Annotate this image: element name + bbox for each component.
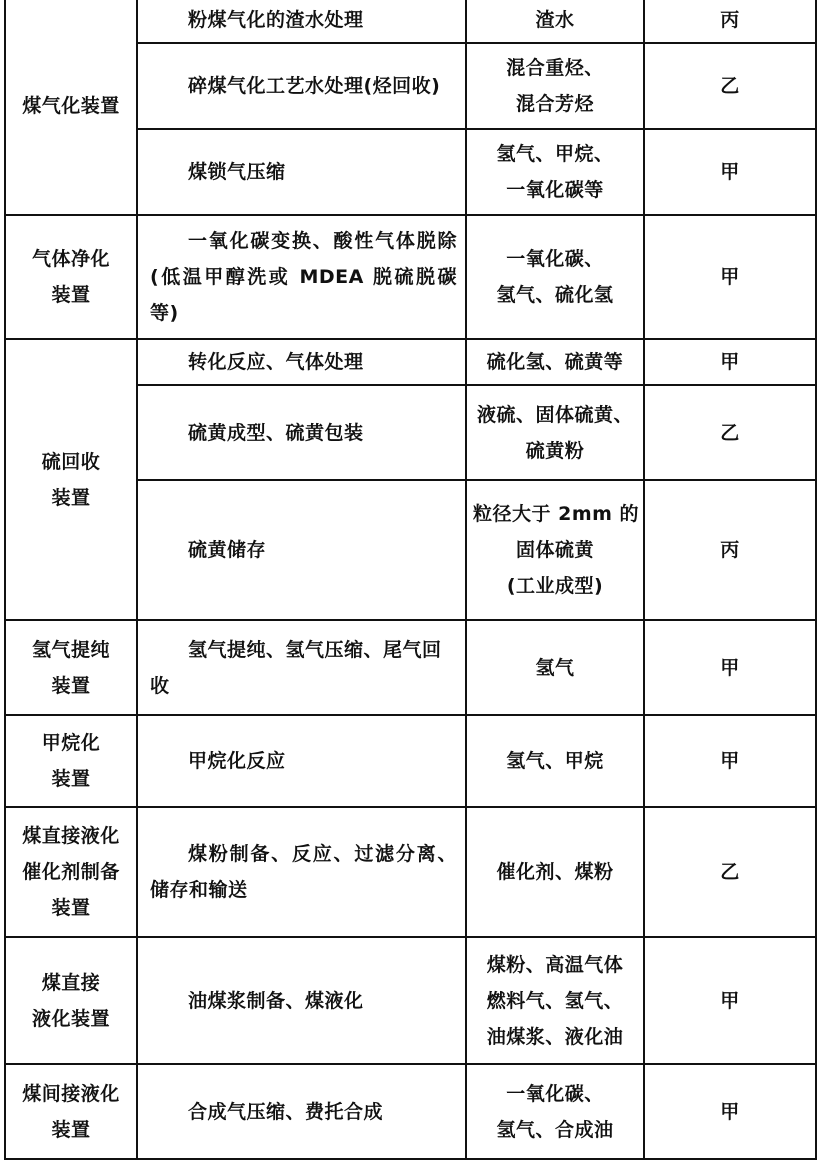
device-cell [5,1064,137,1159]
medium-line: 催化剂、煤粉 [496,861,614,883]
process-line: 一氧化碳变换、酸性气体脱除(低温甲醇洗或 MDEA 脱硫脱碳等) [150,230,457,324]
medium-cell [466,620,644,715]
process-line: 转化反应、气体处理 [188,351,364,373]
hazard-class-cell: 乙 [644,43,816,129]
process-cell [137,620,466,715]
process-line: 氢气提纯、氢气压缩、尾气回收 [150,638,442,697]
medium-line: 硫化氢、硫黄等 [486,351,624,373]
hazard-class-cell: 乙 [644,385,816,480]
process-line: 煤锁气压缩 [188,161,286,183]
hazard-class-cell: 甲 [644,1064,816,1159]
device-line: 煤间接液化 [22,1082,120,1105]
process-line: 硫黄成型、硫黄包装 [188,421,364,444]
table-row [5,0,816,43]
hazard-class-cell: 甲 [644,215,816,339]
device-cell [5,0,137,215]
medium-line: 氢气、硫化氢 [496,284,614,306]
device-line: 煤直接液化 [22,825,120,847]
process-line: 煤粉制备、反应、过滤分离、储存和输送 [150,843,457,901]
hazard-class-cell: 丙 [644,0,816,43]
medium-cell [466,480,644,620]
medium-line: 氢气 [535,656,575,679]
process-cell [137,480,466,620]
medium-line: 油煤浆、液化油 [486,1025,624,1048]
hazard-class-cell: 甲 [644,339,816,385]
table-row [5,1064,816,1159]
device-line: 装置 [51,768,91,790]
table-row [5,937,816,1064]
device-line: 氢气提纯 [31,638,110,661]
process-line: 粉煤气化的渣水处理 [188,9,364,31]
process-cell [137,0,466,43]
device-cell [5,715,137,807]
hazard-class-cell: 丙 [644,480,816,620]
device-cell [5,807,137,937]
medium-line: 煤粉、高温气体 [486,953,624,976]
table-row [5,715,816,807]
process-cell [137,43,466,129]
device-line: 煤直接 [41,971,101,994]
process-line: 硫黄储存 [188,539,267,561]
hazard-class-cell: 甲 [644,937,816,1064]
medium-cell [466,385,644,480]
hazard-class-cell: 甲 [644,620,816,715]
medium-cell [466,339,644,385]
medium-line: 渣水 [535,9,575,31]
table-row [5,215,816,339]
process-cell [137,385,466,480]
medium-line: 粒径大于 2mm 的 [473,503,640,525]
medium-cell [466,215,644,339]
process-cell [137,129,466,215]
device-line: 装置 [51,486,91,509]
process-cell [137,1064,466,1159]
medium-cell [466,1064,644,1159]
medium-line: 氢气、甲烷 [506,750,604,772]
table-body [5,0,816,1159]
device-line: 气体净化 [31,248,110,270]
device-cell [5,937,137,1064]
device-line: 硫回收 [41,450,101,473]
device-line: 液化装置 [31,1007,110,1030]
device-cell [5,215,137,339]
process-cell [137,715,466,807]
process-cell [137,339,466,385]
process-cell [137,807,466,937]
process-line: 甲烷化反应 [188,750,286,772]
medium-line: 氢气、合成油 [496,1118,614,1141]
medium-cell [466,129,644,215]
device-line: 甲烷化 [41,732,101,754]
medium-line: 一氧化碳、 [506,1082,604,1105]
medium-cell [466,43,644,129]
device-line: 催化剂制备 [22,861,120,883]
medium-line: 硫黄粉 [525,439,585,462]
hazard-class-cell: 乙 [644,807,816,937]
hazard-class-cell: 甲 [644,129,816,215]
device-line: 装置 [51,1118,91,1141]
medium-cell [466,807,644,937]
process-line: 油煤浆制备、煤液化 [188,989,364,1012]
medium-line: 固体硫黄 [515,539,594,561]
medium-line: 燃料气、氢气、 [486,989,624,1012]
medium-cell [466,0,644,43]
process-line: 合成气压缩、费托合成 [188,1100,384,1123]
device-line: 装置 [51,284,91,306]
hazard-classification-table [4,0,817,1160]
medium-line: 液硫、固体硫黄、 [476,403,633,426]
table-row [5,807,816,937]
device-line: 煤气化装置 [22,95,120,117]
medium-line: 氢气、甲烷、 [496,143,614,165]
device-cell [5,620,137,715]
process-cell [137,937,466,1064]
medium-cell [466,715,644,807]
device-line: 装置 [51,897,91,919]
device-cell [5,339,137,620]
medium-line: 混合芳烃 [515,93,594,115]
process-line: 碎煤气化工艺水处理(烃回收) [188,75,441,97]
table-row [5,339,816,385]
medium-line: 一氧化碳、 [506,248,604,270]
process-cell [137,215,466,339]
medium-line: 混合重烃、 [506,57,604,79]
medium-line: (工业成型) [506,575,604,597]
table-row [5,620,816,715]
hazard-class-cell: 甲 [644,715,816,807]
medium-cell [466,937,644,1064]
medium-line: 一氧化碳等 [506,179,604,201]
device-line: 装置 [51,674,91,697]
